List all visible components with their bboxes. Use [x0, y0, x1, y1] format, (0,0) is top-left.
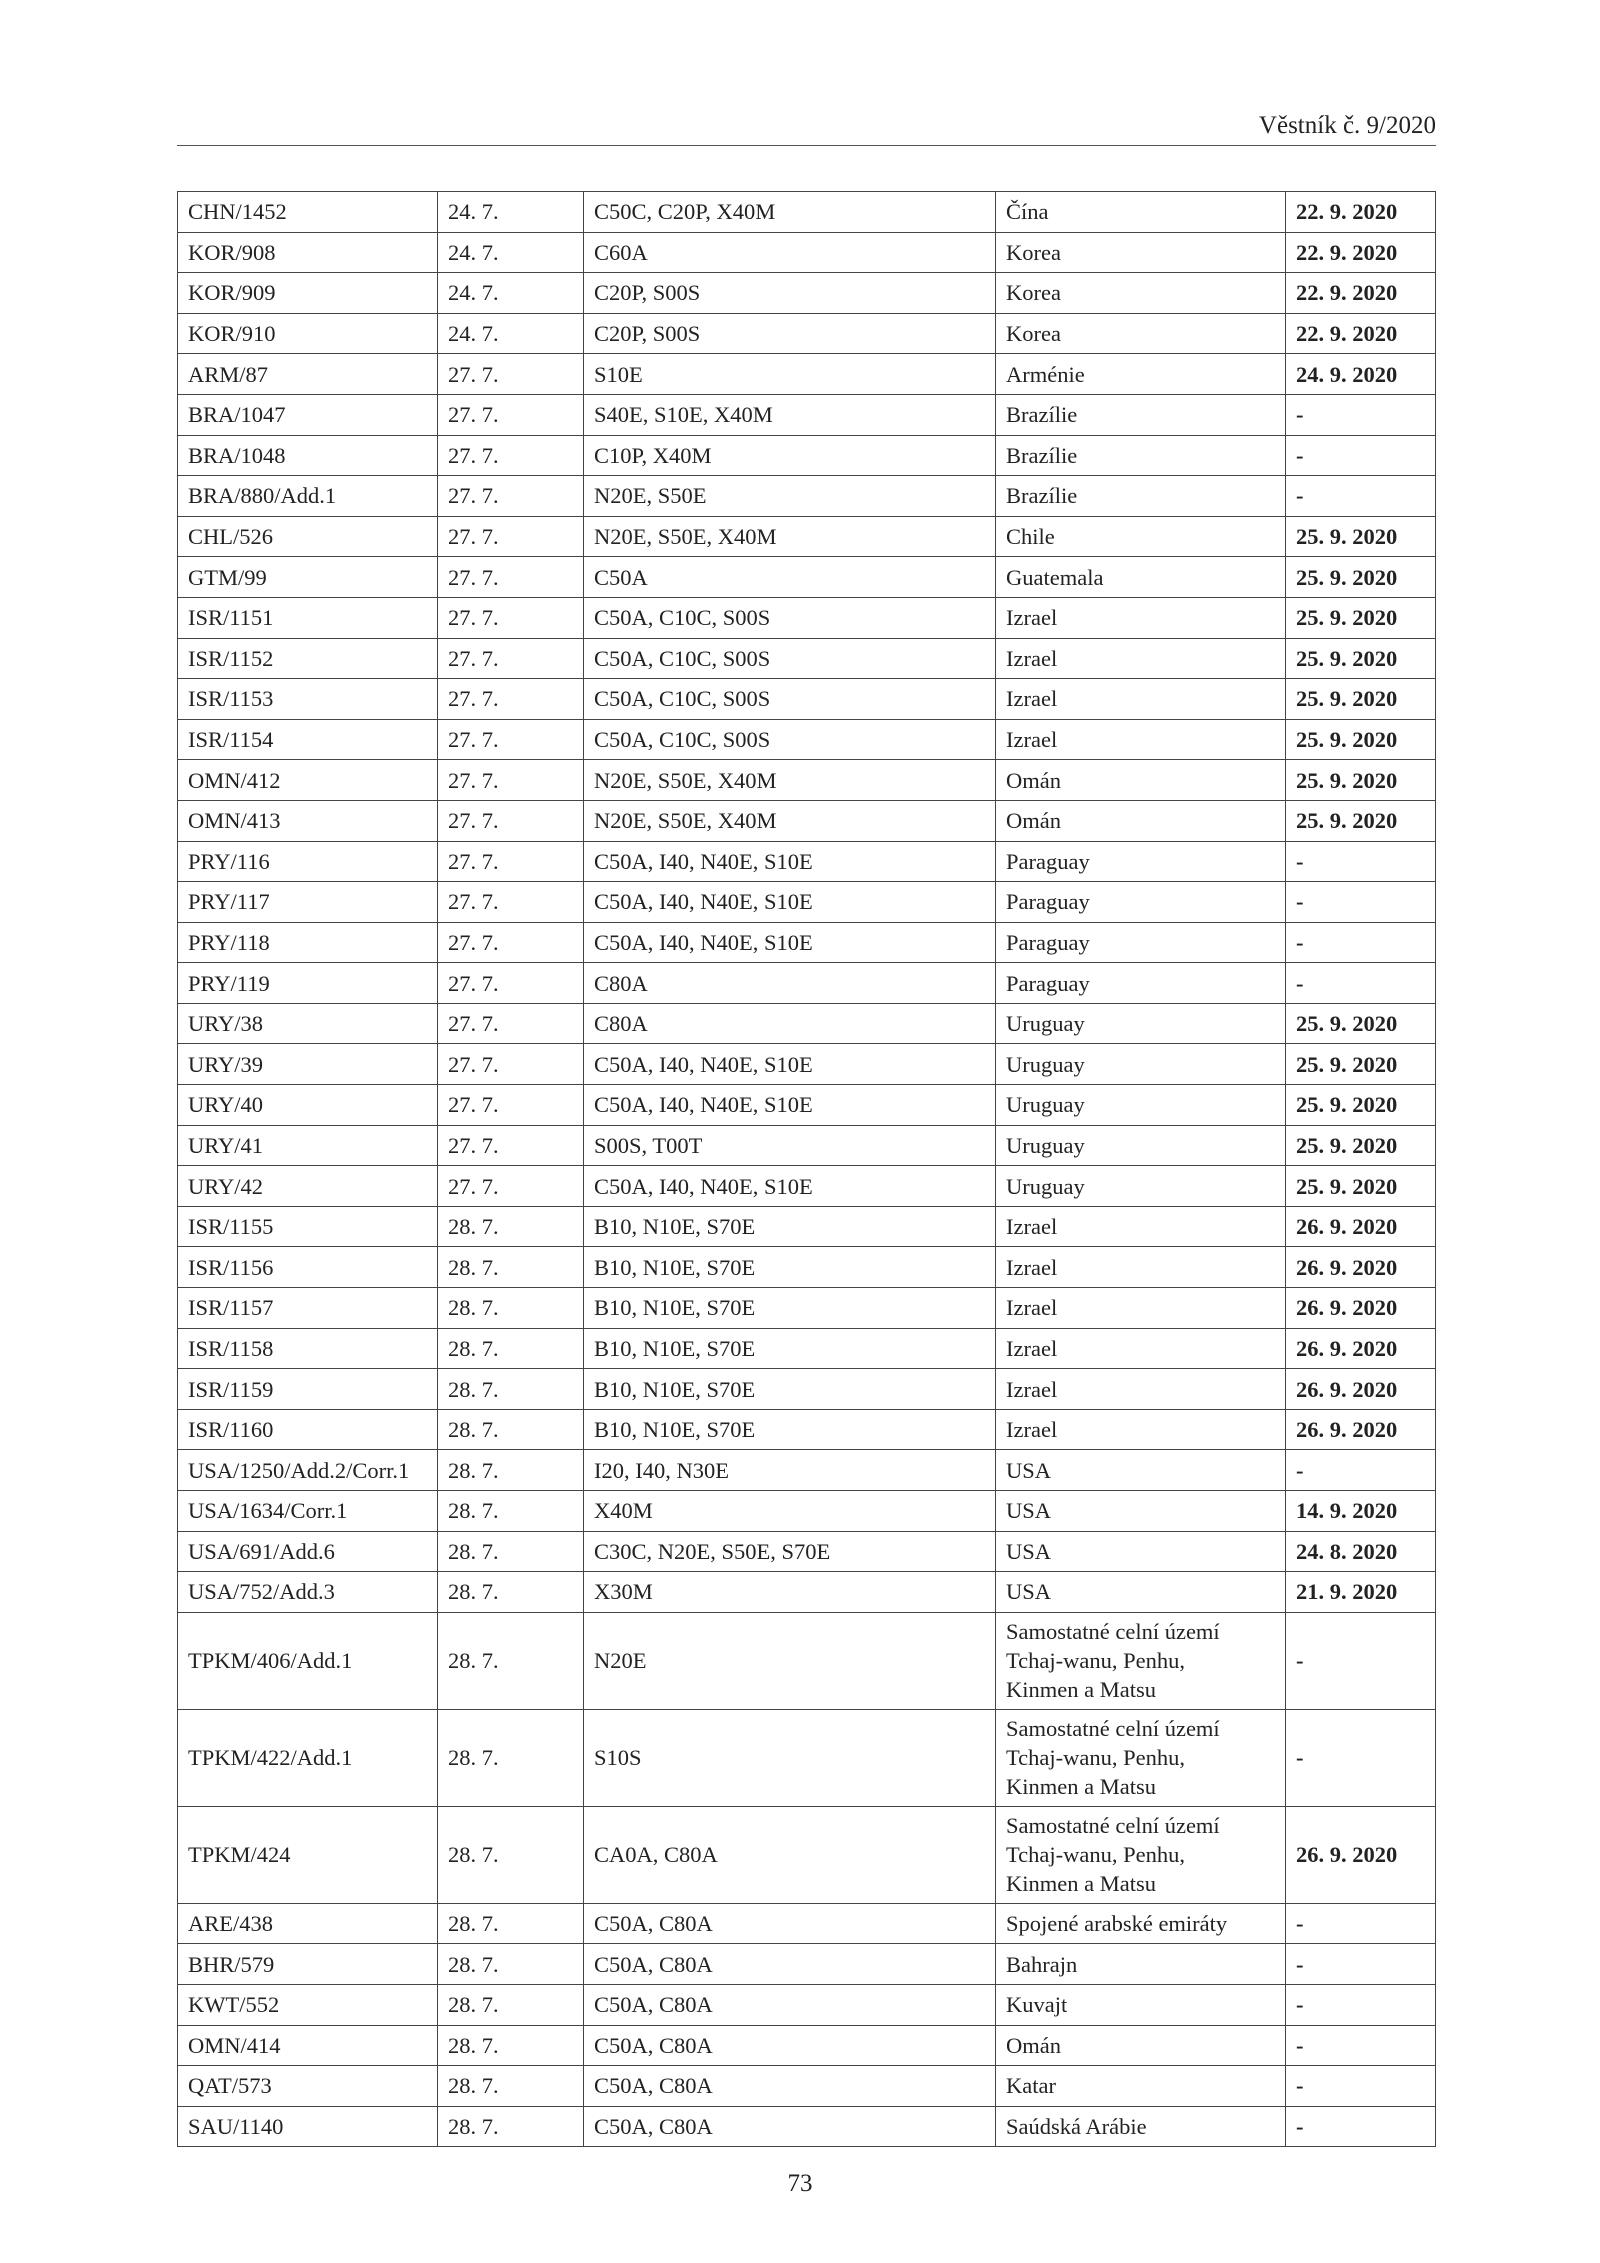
- cell-deadline: 25. 9. 2020: [1286, 760, 1436, 801]
- cell-symbol: ISR/1158: [178, 1328, 438, 1369]
- cell-codes: S10E: [584, 354, 996, 395]
- cell-country: Samostatné celní území Tchaj-wanu, Penhu, Kinmen a Matsu: [996, 1709, 1286, 1806]
- cell-date: 27. 7.: [438, 354, 584, 395]
- cell-symbol: URY/40: [178, 1085, 438, 1126]
- cell-symbol: ARE/438: [178, 1903, 438, 1944]
- cell-symbol: ISR/1160: [178, 1409, 438, 1450]
- cell-deadline: -: [1286, 1944, 1436, 1985]
- page-number: 73: [787, 2170, 813, 2197]
- table-row: [178, 232, 1436, 273]
- cell-date: 28. 7.: [438, 1612, 584, 1709]
- table-row: [178, 273, 1436, 314]
- table-row: [178, 2066, 1436, 2107]
- table-row: [178, 1044, 1436, 1085]
- table-row: [178, 435, 1436, 476]
- cell-deadline: -: [1286, 1903, 1436, 1944]
- cell-codes: C50A, C10C, S00S: [584, 638, 996, 679]
- cell-deadline: 22. 9. 2020: [1286, 192, 1436, 233]
- cell-date: 24. 7.: [438, 273, 584, 314]
- cell-country: Guatemala: [996, 557, 1286, 598]
- cell-date: 27. 7.: [438, 516, 584, 557]
- cell-country: USA: [996, 1572, 1286, 1613]
- cell-country: Katar: [996, 2066, 1286, 2107]
- cell-country: Izrael: [996, 1369, 1286, 1410]
- cell-deadline: -: [1286, 1709, 1436, 1806]
- table-row: [178, 394, 1436, 435]
- cell-codes: N20E: [584, 1612, 996, 1709]
- cell-country: Uruguay: [996, 1003, 1286, 1044]
- cell-codes: S00S, T00T: [584, 1125, 996, 1166]
- table-row: [178, 1166, 1436, 1207]
- table-row: [178, 922, 1436, 963]
- cell-deadline: -: [1286, 963, 1436, 1004]
- cell-codes: C50A, C10C, S00S: [584, 597, 996, 638]
- cell-codes: X30M: [584, 1572, 996, 1613]
- table-row: [178, 638, 1436, 679]
- cell-deadline: 26. 9. 2020: [1286, 1247, 1436, 1288]
- cell-date: 27. 7.: [438, 800, 584, 841]
- cell-date: 27. 7.: [438, 597, 584, 638]
- cell-country: Paraguay: [996, 963, 1286, 1004]
- cell-date: 28. 7.: [438, 1944, 584, 1985]
- cell-deadline: 26. 9. 2020: [1286, 1806, 1436, 1903]
- cell-country: Chile: [996, 516, 1286, 557]
- table-row: [178, 1491, 1436, 1532]
- cell-symbol: TPKM/424: [178, 1806, 438, 1903]
- cell-codes: C30C, N20E, S50E, S70E: [584, 1531, 996, 1572]
- cell-deadline: 14. 9. 2020: [1286, 1491, 1436, 1532]
- cell-country: Uruguay: [996, 1085, 1286, 1126]
- cell-deadline: -: [1286, 2025, 1436, 2066]
- cell-codes: C10P, X40M: [584, 435, 996, 476]
- cell-country: Omán: [996, 800, 1286, 841]
- cell-date: 28. 7.: [438, 2106, 584, 2147]
- cell-date: 27. 7.: [438, 719, 584, 760]
- journal-title: Věstník č. 9/2020: [1258, 112, 1436, 139]
- table-row: [178, 1288, 1436, 1329]
- cell-symbol: SAU/1140: [178, 2106, 438, 2147]
- cell-codes: B10, N10E, S70E: [584, 1369, 996, 1410]
- cell-date: 28. 7.: [438, 1491, 584, 1532]
- cell-date: 27. 7.: [438, 1044, 584, 1085]
- cell-symbol: URY/42: [178, 1166, 438, 1207]
- cell-deadline: 26. 9. 2020: [1286, 1206, 1436, 1247]
- cell-date: 27. 7.: [438, 1003, 584, 1044]
- cell-deadline: 22. 9. 2020: [1286, 232, 1436, 273]
- cell-country: Izrael: [996, 679, 1286, 720]
- cell-symbol: URY/39: [178, 1044, 438, 1085]
- cell-deadline: -: [1286, 841, 1436, 882]
- cell-country: Korea: [996, 273, 1286, 314]
- cell-date: 27. 7.: [438, 1166, 584, 1207]
- cell-country: Izrael: [996, 1409, 1286, 1450]
- cell-country: Omán: [996, 760, 1286, 801]
- cell-country: Korea: [996, 232, 1286, 273]
- cell-codes: C60A: [584, 232, 996, 273]
- cell-deadline: 26. 9. 2020: [1286, 1409, 1436, 1450]
- cell-date: 28. 7.: [438, 1806, 584, 1903]
- cell-date: 27. 7.: [438, 922, 584, 963]
- cell-deadline: -: [1286, 1984, 1436, 2025]
- cell-deadline: 24. 9. 2020: [1286, 354, 1436, 395]
- cell-date: 27. 7.: [438, 882, 584, 923]
- cell-symbol: CHN/1452: [178, 192, 438, 233]
- cell-codes: C50A, I40, N40E, S10E: [584, 1044, 996, 1085]
- cell-country: USA: [996, 1531, 1286, 1572]
- cell-codes: B10, N10E, S70E: [584, 1328, 996, 1369]
- cell-symbol: PRY/116: [178, 841, 438, 882]
- cell-codes: N20E, S50E, X40M: [584, 760, 996, 801]
- cell-deadline: 26. 9. 2020: [1286, 1288, 1436, 1329]
- cell-codes: C80A: [584, 1003, 996, 1044]
- cell-codes: S40E, S10E, X40M: [584, 394, 996, 435]
- cell-deadline: 24. 8. 2020: [1286, 1531, 1436, 1572]
- cell-date: 24. 7.: [438, 232, 584, 273]
- notification-table: [177, 191, 1436, 2147]
- cell-symbol: BRA/1048: [178, 435, 438, 476]
- cell-country: Brazílie: [996, 476, 1286, 517]
- cell-deadline: 22. 9. 2020: [1286, 313, 1436, 354]
- cell-symbol: ARM/87: [178, 354, 438, 395]
- cell-country: Brazílie: [996, 394, 1286, 435]
- table-row: [178, 1984, 1436, 2025]
- table-row: [178, 841, 1436, 882]
- cell-date: 28. 7.: [438, 1288, 584, 1329]
- table-row: [178, 1409, 1436, 1450]
- cell-codes: C50A, C80A: [584, 2066, 996, 2107]
- cell-country: Izrael: [996, 597, 1286, 638]
- cell-codes: N20E, S50E, X40M: [584, 800, 996, 841]
- cell-deadline: -: [1286, 2106, 1436, 2147]
- cell-codes: C50A, C80A: [584, 1944, 996, 1985]
- cell-date: 27. 7.: [438, 1125, 584, 1166]
- cell-symbol: KOR/910: [178, 313, 438, 354]
- cell-codes: N20E, S50E, X40M: [584, 516, 996, 557]
- cell-country: Samostatné celní území Tchaj-wanu, Penhu, Kinmen a Matsu: [996, 1612, 1286, 1709]
- cell-symbol: OMN/412: [178, 760, 438, 801]
- cell-symbol: ISR/1155: [178, 1206, 438, 1247]
- cell-deadline: 26. 9. 2020: [1286, 1328, 1436, 1369]
- cell-country: Izrael: [996, 1247, 1286, 1288]
- cell-date: 28. 7.: [438, 1369, 584, 1410]
- cell-deadline: 21. 9. 2020: [1286, 1572, 1436, 1613]
- cell-country: Kuvajt: [996, 1984, 1286, 2025]
- table-row: [178, 760, 1436, 801]
- cell-deadline: 25. 9. 2020: [1286, 1085, 1436, 1126]
- cell-country: USA: [996, 1491, 1286, 1532]
- cell-deadline: -: [1286, 2066, 1436, 2107]
- cell-codes: C50A: [584, 557, 996, 598]
- cell-symbol: BRA/1047: [178, 394, 438, 435]
- cell-codes: C50A, I40, N40E, S10E: [584, 1166, 996, 1207]
- cell-date: 24. 7.: [438, 192, 584, 233]
- cell-codes: C50A, C80A: [584, 2106, 996, 2147]
- cell-date: 27. 7.: [438, 841, 584, 882]
- cell-codes: C50A, C80A: [584, 1984, 996, 2025]
- cell-country: Korea: [996, 313, 1286, 354]
- cell-date: 27. 7.: [438, 476, 584, 517]
- cell-codes: I20, I40, N30E: [584, 1450, 996, 1491]
- table-row: [178, 1125, 1436, 1166]
- table-row: [178, 516, 1436, 557]
- cell-date: 28. 7.: [438, 1247, 584, 1288]
- cell-codes: B10, N10E, S70E: [584, 1409, 996, 1450]
- cell-country: USA: [996, 1450, 1286, 1491]
- cell-deadline: -: [1286, 476, 1436, 517]
- table-row: [178, 719, 1436, 760]
- cell-symbol: PRY/119: [178, 963, 438, 1004]
- cell-symbol: PRY/118: [178, 922, 438, 963]
- table-row: [178, 1944, 1436, 1985]
- cell-country: Čína: [996, 192, 1286, 233]
- cell-codes: C20P, S00S: [584, 313, 996, 354]
- cell-symbol: PRY/117: [178, 882, 438, 923]
- cell-symbol: TPKM/406/Add.1: [178, 1612, 438, 1709]
- cell-deadline: 25. 9. 2020: [1286, 557, 1436, 598]
- cell-deadline: 25. 9. 2020: [1286, 1044, 1436, 1085]
- cell-codes: CA0A, C80A: [584, 1806, 996, 1903]
- cell-symbol: USA/752/Add.3: [178, 1572, 438, 1613]
- cell-country: Samostatné celní území Tchaj-wanu, Penhu, Kinmen a Matsu: [996, 1806, 1286, 1903]
- table-row: [178, 1328, 1436, 1369]
- cell-date: 28. 7.: [438, 2066, 584, 2107]
- cell-symbol: ISR/1159: [178, 1369, 438, 1410]
- cell-date: 28. 7.: [438, 2025, 584, 2066]
- cell-deadline: 25. 9. 2020: [1286, 1166, 1436, 1207]
- table-row: [178, 192, 1436, 233]
- cell-codes: C50A, I40, N40E, S10E: [584, 841, 996, 882]
- cell-country: Paraguay: [996, 882, 1286, 923]
- table-row: [178, 313, 1436, 354]
- cell-symbol: QAT/573: [178, 2066, 438, 2107]
- cell-country: Izrael: [996, 1328, 1286, 1369]
- cell-deadline: 25. 9. 2020: [1286, 719, 1436, 760]
- table-row: [178, 1572, 1436, 1613]
- cell-symbol: ISR/1152: [178, 638, 438, 679]
- table-row: [178, 1531, 1436, 1572]
- cell-date: 24. 7.: [438, 313, 584, 354]
- cell-country: Izrael: [996, 1288, 1286, 1329]
- cell-country: Brazílie: [996, 435, 1286, 476]
- cell-deadline: -: [1286, 394, 1436, 435]
- cell-country: Uruguay: [996, 1166, 1286, 1207]
- cell-codes: C50A, C80A: [584, 1903, 996, 1944]
- cell-country: Arménie: [996, 354, 1286, 395]
- header-rule: [177, 145, 1436, 146]
- cell-date: 28. 7.: [438, 1903, 584, 1944]
- cell-date: 27. 7.: [438, 435, 584, 476]
- cell-symbol: KOR/908: [178, 232, 438, 273]
- cell-deadline: 25. 9. 2020: [1286, 800, 1436, 841]
- cell-date: 27. 7.: [438, 760, 584, 801]
- cell-symbol: ISR/1154: [178, 719, 438, 760]
- cell-codes: N20E, S50E: [584, 476, 996, 517]
- cell-date: 27. 7.: [438, 679, 584, 720]
- cell-codes: C50A, C10C, S00S: [584, 719, 996, 760]
- cell-deadline: -: [1286, 1450, 1436, 1491]
- cell-symbol: OMN/413: [178, 800, 438, 841]
- cell-date: 28. 7.: [438, 1409, 584, 1450]
- table-row: [178, 1903, 1436, 1944]
- table-row: [178, 1709, 1436, 1806]
- cell-symbol: USA/1250/Add.2/Corr.1: [178, 1450, 438, 1491]
- cell-symbol: URY/38: [178, 1003, 438, 1044]
- cell-symbol: USA/691/Add.6: [178, 1531, 438, 1572]
- cell-symbol: OMN/414: [178, 2025, 438, 2066]
- cell-deadline: -: [1286, 1612, 1436, 1709]
- cell-date: 28. 7.: [438, 1531, 584, 1572]
- cell-date: 27. 7.: [438, 1085, 584, 1126]
- cell-deadline: 25. 9. 2020: [1286, 638, 1436, 679]
- cell-country: Paraguay: [996, 922, 1286, 963]
- cell-codes: B10, N10E, S70E: [584, 1247, 996, 1288]
- cell-codes: C50A, C80A: [584, 2025, 996, 2066]
- cell-symbol: GTM/99: [178, 557, 438, 598]
- cell-codes: B10, N10E, S70E: [584, 1288, 996, 1329]
- table-row: [178, 1806, 1436, 1903]
- cell-deadline: 25. 9. 2020: [1286, 1003, 1436, 1044]
- cell-symbol: TPKM/422/Add.1: [178, 1709, 438, 1806]
- cell-date: 27. 7.: [438, 557, 584, 598]
- cell-deadline: 25. 9. 2020: [1286, 679, 1436, 720]
- cell-date: 28. 7.: [438, 1450, 584, 1491]
- cell-codes: C50A, I40, N40E, S10E: [584, 922, 996, 963]
- cell-deadline: -: [1286, 435, 1436, 476]
- cell-codes: C50A, C10C, S00S: [584, 679, 996, 720]
- table-body: [178, 192, 1436, 2147]
- cell-date: 28. 7.: [438, 1984, 584, 2025]
- cell-symbol: USA/1634/Corr.1: [178, 1491, 438, 1532]
- cell-codes: X40M: [584, 1491, 996, 1532]
- table-row: [178, 476, 1436, 517]
- cell-symbol: CHL/526: [178, 516, 438, 557]
- cell-symbol: ISR/1157: [178, 1288, 438, 1329]
- cell-date: 27. 7.: [438, 963, 584, 1004]
- cell-country: Izrael: [996, 719, 1286, 760]
- table-row: [178, 557, 1436, 598]
- cell-deadline: -: [1286, 882, 1436, 923]
- cell-symbol: ISR/1153: [178, 679, 438, 720]
- cell-date: 28. 7.: [438, 1328, 584, 1369]
- cell-country: Izrael: [996, 1206, 1286, 1247]
- table-row: [178, 882, 1436, 923]
- cell-date: 27. 7.: [438, 638, 584, 679]
- cell-symbol: ISR/1151: [178, 597, 438, 638]
- cell-symbol: KWT/552: [178, 1984, 438, 2025]
- cell-deadline: 25. 9. 2020: [1286, 516, 1436, 557]
- cell-codes: C50C, C20P, X40M: [584, 192, 996, 233]
- cell-country: Omán: [996, 2025, 1286, 2066]
- table-row: [178, 1206, 1436, 1247]
- cell-symbol: ISR/1156: [178, 1247, 438, 1288]
- table-row: [178, 1612, 1436, 1709]
- cell-date: 28. 7.: [438, 1206, 584, 1247]
- cell-codes: B10, N10E, S70E: [584, 1206, 996, 1247]
- table-row: [178, 1450, 1436, 1491]
- cell-deadline: 26. 9. 2020: [1286, 1369, 1436, 1410]
- table-row: [178, 2106, 1436, 2147]
- table-row: [178, 963, 1436, 1004]
- cell-country: Bahrajn: [996, 1944, 1286, 1985]
- table-row: [178, 1085, 1436, 1126]
- cell-deadline: -: [1286, 922, 1436, 963]
- cell-date: 28. 7.: [438, 1572, 584, 1613]
- cell-country: Uruguay: [996, 1044, 1286, 1085]
- cell-deadline: 25. 9. 2020: [1286, 597, 1436, 638]
- cell-symbol: KOR/909: [178, 273, 438, 314]
- table-row: [178, 1003, 1436, 1044]
- table-row: [178, 1247, 1436, 1288]
- cell-deadline: 22. 9. 2020: [1286, 273, 1436, 314]
- cell-symbol: BHR/579: [178, 1944, 438, 1985]
- table-row: [178, 679, 1436, 720]
- cell-symbol: URY/41: [178, 1125, 438, 1166]
- cell-codes: C50A, I40, N40E, S10E: [584, 1085, 996, 1126]
- table-row: [178, 354, 1436, 395]
- table-row: [178, 1369, 1436, 1410]
- cell-codes: C50A, I40, N40E, S10E: [584, 882, 996, 923]
- cell-deadline: 25. 9. 2020: [1286, 1125, 1436, 1166]
- cell-country: Izrael: [996, 638, 1286, 679]
- cell-country: Uruguay: [996, 1125, 1286, 1166]
- cell-country: Saúdská Arábie: [996, 2106, 1286, 2147]
- cell-date: 27. 7.: [438, 394, 584, 435]
- cell-symbol: BRA/880/Add.1: [178, 476, 438, 517]
- cell-country: Spojené arabské emiráty: [996, 1903, 1286, 1944]
- table-row: [178, 800, 1436, 841]
- cell-codes: C20P, S00S: [584, 273, 996, 314]
- cell-date: 28. 7.: [438, 1709, 584, 1806]
- table-row: [178, 597, 1436, 638]
- cell-country: Paraguay: [996, 841, 1286, 882]
- cell-codes: S10S: [584, 1709, 996, 1806]
- cell-codes: C80A: [584, 963, 996, 1004]
- table-row: [178, 2025, 1436, 2066]
